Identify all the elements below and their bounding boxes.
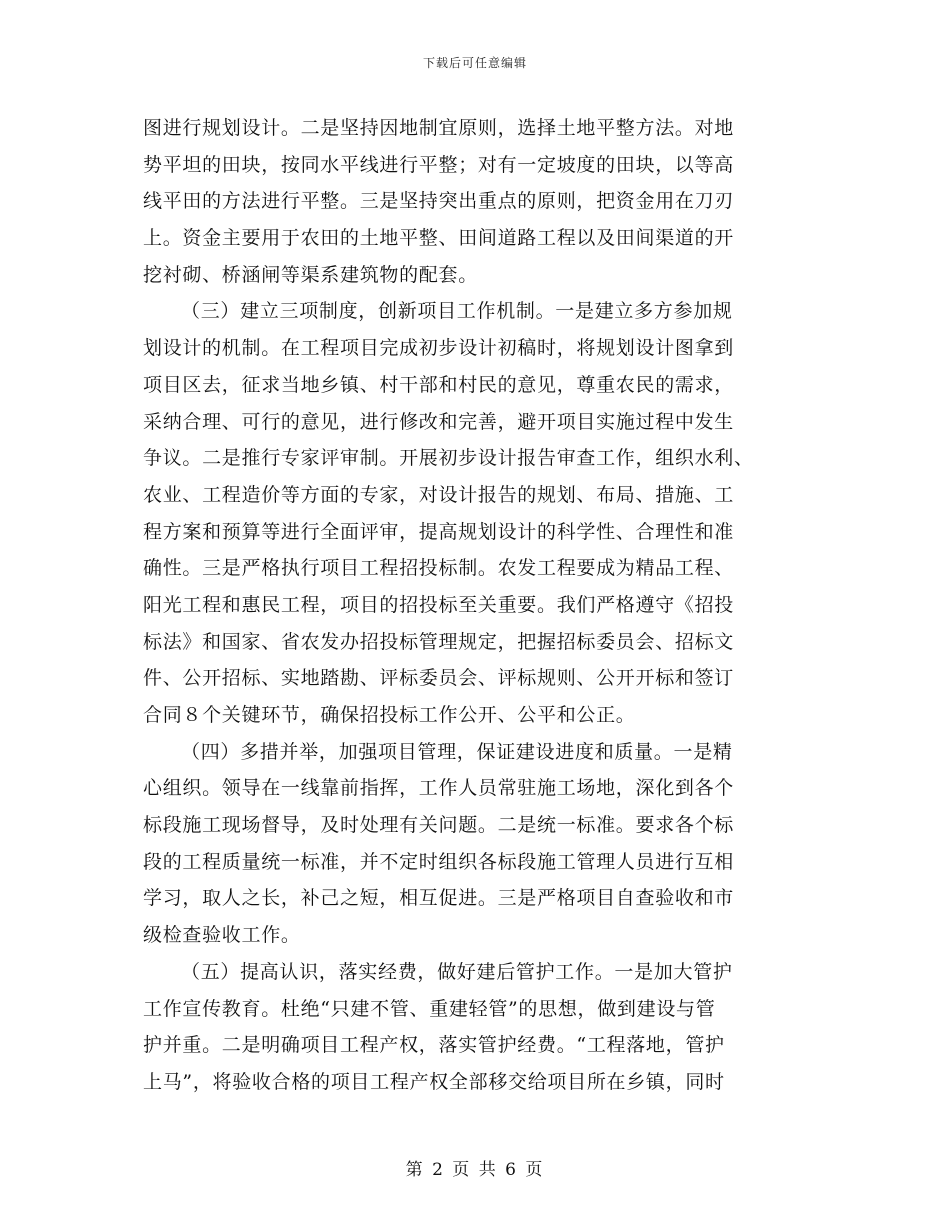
paragraph-start-line: （四）多措并举，加强项目管理，保证建设进度和质量。一是精 <box>181 740 733 763</box>
text-line: 标段施工现场督导，及时处理有关问题。二是统一标准。要求各个标 <box>143 814 735 837</box>
page-header: 下载后可任意编辑 <box>422 56 527 70</box>
text-line: 级检查验收工作。 <box>143 924 301 947</box>
text-line: 学习，取人之长，补己之短，相互促进。三是严格项目自查验收和市 <box>143 887 735 910</box>
text-line: 采纳合理、可行的意见，进行修改和完善，避开项目实施过程中发生 <box>143 410 735 433</box>
text-line: 线平田的方法进行平整。三是坚持突出重点的原则，把资金用在刀刃 <box>143 190 735 213</box>
paragraph-start-line: （三）建立三项制度，创新项目工作机制。一是建立多方参加规 <box>181 300 733 323</box>
text-line: 阳光工程和惠民工程，项目的招投标至关重要。我们严格遵守《招投 <box>143 593 735 616</box>
text-line: 合同８个关键环节，确保招投标工作公开、公平和公正。 <box>143 704 636 726</box>
paragraph-start-line: （五）提高认识，落实经费，做好建后管护工作。一是加大管护 <box>181 960 733 983</box>
text-line: 争议。二是推行专家评审制。开展初步设计报告审查工作，组织水利、 <box>143 447 754 470</box>
text-line: 段的工程质量统一标准，并不定时组织各标段施工管理人员进行互相 <box>143 850 735 873</box>
text-line: 势平坦的田块，按同水平线进行平整；对有一定坡度的田块，以等高 <box>143 153 735 176</box>
text-line: 工作宣传教育。杜绝“只建不管、重建轻管”的思想，做到建设与管 <box>143 997 716 1020</box>
text-line: 上马”，将验收合格的项目工程产权全部移交给项目所在乡镇，同时 <box>143 1070 725 1093</box>
text-line: 标法》和国家、省农发办招投标管理规定，把握招标委员会、招标文 <box>143 630 735 653</box>
text-line: 确性。三是严格执行项目工程招投标制。农发工程要成为精品工程、 <box>143 557 735 580</box>
text-line: 挖衬砌、桥涵闸等渠系建筑物的配套。 <box>143 263 478 286</box>
text-line: 项目区去，征求当地乡镇、村干部和村民的意见，尊重农民的需求， <box>143 373 735 396</box>
text-line: 上。资金主要用于农田的土地平整、田间道路工程以及田间渠道的开 <box>143 227 735 250</box>
text-line: 程方案和预算等进行全面评审，提高规划设计的科学性、合理性和准 <box>143 520 735 543</box>
page-number-footer: 第 2 页 共 6 页 <box>405 1160 545 1180</box>
text-line: 图进行规划设计。二是坚持因地制宜原则，选择土地平整方法。对地 <box>143 117 735 139</box>
text-line: 心组织。领导在一线靠前指挥，工作人员常驻施工场地，深化到各个 <box>143 777 735 800</box>
text-line: 划设计的机制。在工程项目完成初步设计初稿时，将规划设计图拿到 <box>143 337 735 360</box>
text-line: 护并重。二是明确项目工程产权，落实管护经费。“工程落地，管护 <box>143 1034 725 1057</box>
text-line: 件、公开招标、实地踏勘、评标委员会、评标规则、公开开标和签订 <box>143 667 735 690</box>
document-body <box>143 110 811 1101</box>
text-line: 农业、工程造价等方面的专家，对设计报告的规划、布局、措施、工 <box>143 483 735 506</box>
